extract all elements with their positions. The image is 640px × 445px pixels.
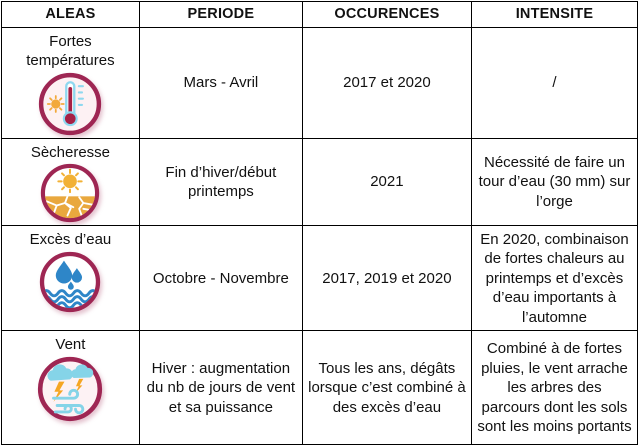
cell-periode: Hiver : augmentation du nb de jours de vent et sa puissance (139, 331, 302, 445)
cell-occurences: 2017, 2019 et 2020 (302, 226, 471, 331)
table-row (2, 226, 638, 331)
table-row (2, 331, 638, 445)
header-periode: PERIODE (139, 2, 302, 28)
water-drops-waves-icon (39, 251, 101, 313)
cell-alea-exces-eau (2, 226, 140, 331)
header-occurences: OCCURENCES (302, 2, 471, 28)
alea-label: Excès d’eau (29, 231, 112, 249)
drought-cracked-earth-icon (40, 163, 100, 223)
cell-alea-fortes-temperatures (2, 27, 140, 138)
cell-alea-vent (2, 331, 140, 445)
cell-periode: Octobre - Novembre (139, 226, 302, 331)
cell-intensite: En 2020, combinaison de fortes chaleurs au printemps et d’excès d’eau importants à l’automne (471, 226, 637, 331)
alea-label: Vent (55, 336, 86, 354)
header-intensite: INTENSITE (471, 2, 637, 28)
alea-label: Fortes températures (26, 32, 115, 70)
cell-intensite: Nécessité de faire un tour d’eau (30 mm) sur l’orge (471, 138, 637, 226)
storm-cloud-wind-icon (37, 356, 103, 422)
cell-intensite: Combiné à de fortes pluies, le vent arrache les arbres des parcours dont les sols sont les moins portants (471, 331, 637, 445)
alea-label: Sècheresse (30, 143, 111, 161)
header-row (2, 2, 638, 28)
cell-occurences: 2021 (302, 138, 471, 226)
cell-occurences: 2017 et 2020 (302, 27, 471, 138)
cell-alea-secheresse (2, 138, 140, 226)
cell-periode: Fin d’hiver/début printemps (139, 138, 302, 226)
table-row (2, 27, 638, 138)
cell-intensite: / (471, 27, 637, 138)
header-aleas: ALEAS (2, 2, 140, 28)
cell-occurences: Tous les ans, dégâts lorsque c’est combiné à des excès d’eau (302, 331, 471, 445)
sun-thermometer-icon (38, 72, 102, 136)
hazards-table (1, 1, 638, 445)
table-row (2, 138, 638, 226)
cell-periode: Mars - Avril (139, 27, 302, 138)
